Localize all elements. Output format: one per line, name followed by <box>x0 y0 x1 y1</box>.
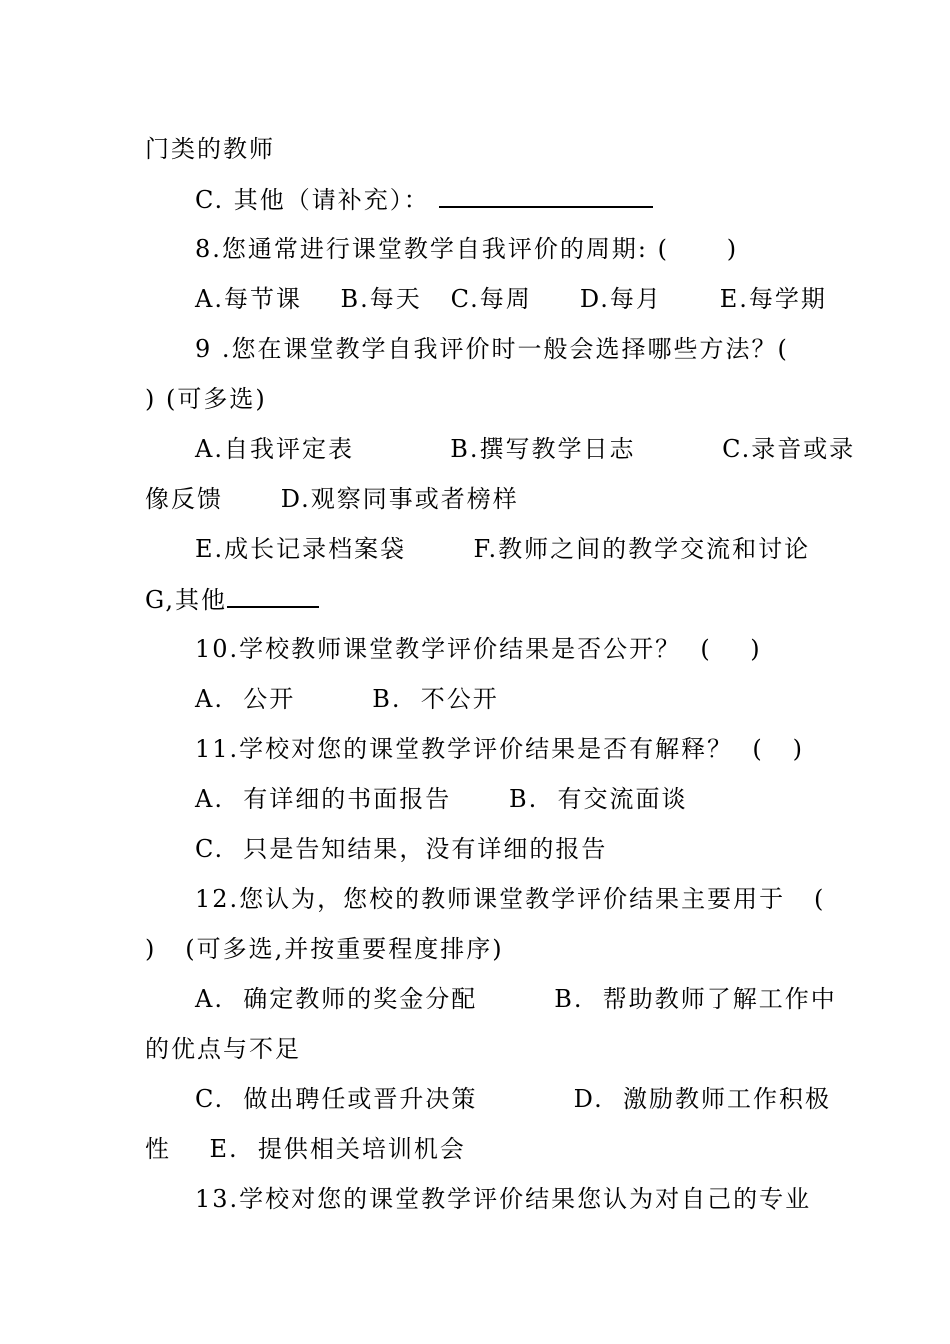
options-8: A.每节课 B.每天 C.每周 D.每月 E.每学期 <box>195 285 827 313</box>
question-10: 10.学校教师课堂教学评价结果是否公开？ ( ) <box>195 635 762 663</box>
text-line: C. 其他（请补充）： <box>195 184 653 215</box>
question-11: 11.学校对您的课堂教学评价结果是否有解释？ ( ) <box>195 735 805 763</box>
text-line: 的优点与不足 <box>145 1035 301 1063</box>
options-10: A. 公开 B. 不公开 <box>195 685 499 713</box>
answer-blank[interactable] <box>227 584 319 608</box>
text-line: 像反馈 D.观察同事或者榜样 <box>145 485 519 513</box>
question-9: 9 .您在课堂教学自我评价时一般会选择哪些方法？( <box>195 335 789 363</box>
text-line: ) (可多选,并按重要程度排序) <box>145 935 504 963</box>
question-8: 8.您通常进行课堂教学自我评价的周期: ( ) <box>195 235 739 263</box>
answer-blank[interactable] <box>439 184 653 208</box>
text-line: C. 做出聘任或晋升决策 D. 激励教师工作积极 <box>195 1085 831 1113</box>
text-line: 门类的教师 <box>145 135 275 163</box>
question-12: 12.您认为，您校的教师课堂教学评价结果主要用于 ( <box>195 885 826 913</box>
text-line: 性 E. 提供相关培训机会 <box>145 1135 466 1163</box>
question-13: 13.学校对您的课堂教学评价结果您认为对自己的专业 <box>195 1185 812 1213</box>
text-line: G,其他 <box>145 584 319 615</box>
options-12: A. 确定教师的奖金分配 B. 帮助教师了解工作中 <box>195 985 837 1013</box>
text-line: ) (可多选) <box>145 385 267 413</box>
options-11: A. 有详细的书面报告 B. 有交流面谈 <box>195 785 688 813</box>
text-line: C. 只是告知结果，没有详细的报告 <box>195 835 608 863</box>
text-line: E.成长记录档案袋 F.教师之间的教学交流和讨论 <box>195 535 811 563</box>
options-9: A.自我评定表 B.撰写教学日志 C.录音或录 <box>195 435 856 463</box>
